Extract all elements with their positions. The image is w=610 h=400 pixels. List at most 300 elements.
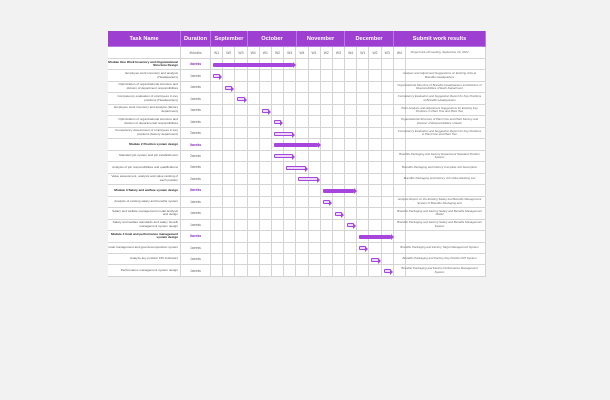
grid-cell: [248, 243, 260, 254]
grid-cell: [321, 231, 333, 242]
task-name: Analysis of existing salary and benefits system: [108, 197, 181, 208]
task-bar[interactable]: [262, 109, 269, 113]
grid-cell: [357, 162, 369, 173]
grid-cell: [309, 93, 321, 104]
grid-cell: [223, 139, 235, 150]
task-result: Organizational Structure of Plant One and Plant Factory and Division of Responsibilities of Each: [394, 116, 486, 127]
task-result: Brandtto Packaging and Factory Department Standard Position System: [394, 151, 486, 162]
week-label: W2: [321, 47, 333, 59]
task-duration: 1weeks: [181, 254, 211, 265]
task-result: Competency Evaluation and Suggestion Report for Key Positions at Brandtto Headquarters: [394, 93, 486, 104]
grid-cell: [223, 93, 235, 104]
grid-cell: [235, 254, 247, 265]
bar-arrow-icon: [365, 246, 368, 252]
grid-cell: [369, 162, 381, 173]
grid-cell: [235, 220, 247, 231]
grid-cell: [357, 93, 369, 104]
grid-cell: [296, 265, 308, 276]
grid-cell: [309, 59, 321, 70]
grid-cell: [223, 197, 235, 208]
grid-cell: [272, 265, 284, 276]
grid-cell: [223, 105, 235, 116]
header-duration: Duration: [181, 31, 211, 47]
grid-cell: [211, 243, 223, 254]
grid-cell: [321, 254, 333, 265]
grid-cell: [272, 208, 284, 219]
grid-cell: [369, 185, 381, 196]
week-label: W4: [296, 47, 308, 59]
grid-cell: [260, 151, 272, 162]
header-month-october: October: [248, 31, 297, 47]
grid-cell: [260, 139, 272, 150]
task-name: Performance management system design: [108, 265, 181, 276]
grid-cell: [369, 220, 381, 231]
grid-cell: [260, 70, 272, 81]
grid-cell: [284, 243, 296, 254]
task-bar[interactable]: [298, 177, 317, 181]
grid-cell: [333, 105, 345, 116]
grid-cell: [345, 93, 357, 104]
grid-cell: [345, 139, 357, 150]
week-label: W2: [272, 47, 284, 59]
grid-cell: [211, 208, 223, 219]
task-result: Brandtto Packaging and Factory Target Management System: [394, 243, 486, 254]
grid-cell: [248, 174, 260, 185]
grid-cell: [369, 151, 381, 162]
grid-cell: [248, 82, 260, 93]
grid-cell: [382, 128, 394, 139]
task-result: Competency Evaluation and Suggestion Report for Key Positions in Plant One and Plant Two: [394, 128, 486, 139]
grid-cell: [309, 231, 321, 242]
grid-cell: [382, 162, 394, 173]
grid-cell: [357, 116, 369, 127]
task-duration: 1weeks: [181, 70, 211, 81]
grid-cell: [248, 139, 260, 150]
grid-cell: [321, 59, 333, 70]
grid-cell: [382, 139, 394, 150]
grid-cell: [211, 128, 223, 139]
grid-cell: [260, 197, 272, 208]
module-name: Module 3 Salary and welfare system design: [108, 185, 181, 196]
summary-duration: 4Months: [181, 47, 211, 59]
grid-cell: [345, 105, 357, 116]
grid-cell: [284, 116, 296, 127]
bar-arrow-icon: [354, 188, 357, 194]
grid-cell: [284, 254, 296, 265]
grid-cell: [357, 70, 369, 81]
grid-cell: [369, 59, 381, 70]
grid-cell: [248, 70, 260, 81]
grid-cell: [296, 197, 308, 208]
task-duration: 3weeks: [181, 231, 211, 242]
task-bar[interactable]: [347, 223, 354, 227]
bar-arrow-icon: [378, 258, 381, 264]
grid-cell: [272, 185, 284, 196]
grid-cell: [272, 174, 284, 185]
grid-cell: [260, 185, 272, 196]
grid-cell: [382, 208, 394, 219]
grid-cell: [284, 197, 296, 208]
header-task-name: Task Name: [108, 31, 181, 47]
task-result: [394, 59, 486, 70]
grid-cell: [248, 185, 260, 196]
grid-cell: [369, 70, 381, 81]
grid-cell: [345, 243, 357, 254]
module-bar[interactable]: [323, 189, 355, 193]
grid-cell: [309, 105, 321, 116]
grid-cell: [211, 265, 223, 276]
task-name: Optimization of organizational structure and division of departmental responsibilities: [108, 116, 181, 127]
grid-cell: [284, 70, 296, 81]
grid-cell: [382, 70, 394, 81]
grid-cell: [223, 243, 235, 254]
grid-cell: [235, 128, 247, 139]
week-label: W1: [260, 47, 272, 59]
grid-cell: [260, 254, 272, 265]
grid-cell: [223, 208, 235, 219]
grid-cell: [235, 208, 247, 219]
grid-cell: [357, 197, 369, 208]
grid-cell: [357, 151, 369, 162]
bar-arrow-icon: [353, 223, 356, 229]
task-duration: 4weeks: [181, 59, 211, 70]
grid-cell: [211, 116, 223, 127]
week-label: W3: [333, 47, 345, 59]
task-duration: 1weeks: [181, 208, 211, 219]
grid-cell: [211, 174, 223, 185]
grid-cell: [321, 162, 333, 173]
grid-cell: [382, 82, 394, 93]
task-bar[interactable]: [274, 120, 281, 124]
grid-cell: [260, 128, 272, 139]
grid-cell: [309, 116, 321, 127]
grid-cell: [321, 139, 333, 150]
grid-cell: [369, 105, 381, 116]
grid-cell: [211, 162, 223, 173]
grid-cell: [235, 151, 247, 162]
grid-cell: [272, 220, 284, 231]
grid-cell: [333, 139, 345, 150]
task-duration: 2weeks: [181, 128, 211, 139]
bar-arrow-icon: [244, 97, 247, 103]
week-label: W3: [382, 47, 394, 59]
grid-cell: [260, 93, 272, 104]
grid-cell: [357, 208, 369, 219]
task-bar[interactable]: [237, 97, 244, 101]
task-duration: 1weeks: [181, 93, 211, 104]
grid-cell: [260, 231, 272, 242]
grid-cell: [235, 265, 247, 276]
task-result: Brandtto Packaging and Factory Complete Job Description: [394, 162, 486, 173]
grid-cell: [211, 185, 223, 196]
grid-cell: [260, 265, 272, 276]
grid-cell: [296, 128, 308, 139]
grid-cell: [296, 70, 308, 81]
week-label: W4: [345, 47, 357, 59]
task-duration: 3weeks: [181, 139, 211, 150]
grid-cell: [223, 254, 235, 265]
task-duration: 2weeks: [181, 162, 211, 173]
grid-cell: [345, 197, 357, 208]
task-name: Optimization of organizational structure and division of department responsibilities: [108, 82, 181, 93]
task-bar[interactable]: [213, 74, 220, 78]
task-name: Analysis of job responsibilities and qualifications: [108, 162, 181, 173]
week-row-task-blank: [108, 47, 181, 59]
grid-cell: [284, 231, 296, 242]
grid-cell: [321, 93, 333, 104]
grid-cell: [309, 185, 321, 196]
task-name: Standard job system and job establishment: [108, 151, 181, 162]
grid-cell: [284, 105, 296, 116]
task-bar[interactable]: [359, 246, 366, 250]
grid-cell: [223, 70, 235, 81]
task-result: Brandtto Packaging and Factory Salary and Benefits Management Model: [394, 208, 486, 219]
grid-cell: [309, 128, 321, 139]
task-bar[interactable]: [371, 258, 378, 262]
grid-cell: [309, 220, 321, 231]
grid-cell: [309, 243, 321, 254]
module-name: Module 4 Goal and performance management system design: [108, 231, 181, 242]
task-result: Brandtto Packaging and Factory Key Position KPI System: [394, 254, 486, 265]
grid-cell: [321, 82, 333, 93]
grid-cell: [235, 82, 247, 93]
task-bar[interactable]: [335, 212, 342, 216]
grid-cell: [369, 82, 381, 93]
grid-cell: [248, 197, 260, 208]
grid-cell: [345, 59, 357, 70]
grid-cell: [321, 70, 333, 81]
grid-cell: [345, 151, 357, 162]
bar-arrow-icon: [293, 62, 296, 68]
task-bar[interactable]: [274, 132, 293, 136]
grid-cell: [223, 128, 235, 139]
grid-cell: [321, 265, 333, 276]
header-month-november: November: [297, 31, 345, 47]
grid-cell: [272, 231, 284, 242]
grid-cell: [248, 93, 260, 104]
grid-cell: [235, 105, 247, 116]
grid-cell: [345, 116, 357, 127]
grid-cell: [260, 243, 272, 254]
grid-cell: [284, 174, 296, 185]
grid-cell: [369, 128, 381, 139]
task-duration: 1weeks: [181, 243, 211, 254]
grid-cell: [321, 116, 333, 127]
bar-arrow-icon: [280, 120, 283, 126]
task-duration: 1weeks: [181, 220, 211, 231]
grid-cell: [235, 197, 247, 208]
grid-cell: [333, 82, 345, 93]
week-label: W2: [223, 47, 235, 59]
grid-cell: [248, 162, 260, 173]
grid-cell: [296, 93, 308, 104]
grid-cell: [248, 208, 260, 219]
grid-cell: [296, 116, 308, 127]
task-bar[interactable]: [286, 166, 305, 170]
grid-cell: [333, 243, 345, 254]
grid-cell: [235, 162, 247, 173]
grid-cell: [260, 162, 272, 173]
task-bar[interactable]: [323, 200, 330, 204]
task-duration: 2weeks: [181, 151, 211, 162]
module-bar[interactable]: [274, 143, 318, 147]
grid-cell: [369, 243, 381, 254]
grid-cell: [382, 197, 394, 208]
task-name: Goal management and goal decomposition system: [108, 243, 181, 254]
grid-cell: [333, 220, 345, 231]
grid-cell: [223, 162, 235, 173]
grid-cell: [284, 93, 296, 104]
grid-cell: [235, 116, 247, 127]
task-name: Salary and welfare standards and salary benefit management system design: [108, 220, 181, 231]
grid-cell: [309, 70, 321, 81]
header-month-september: September: [211, 31, 248, 47]
grid-cell: [272, 82, 284, 93]
grid-cell: [382, 174, 394, 185]
grid-cell: [235, 185, 247, 196]
task-duration: 1weeks: [181, 82, 211, 93]
grid-cell: [345, 231, 357, 242]
task-bar[interactable]: [225, 86, 232, 90]
task-duration: 3weeks: [181, 185, 211, 196]
grid-cell: [369, 93, 381, 104]
grid-cell: [296, 59, 308, 70]
grid-cell: [223, 220, 235, 231]
grid-cell: [382, 185, 394, 196]
gantt-chart: [108, 31, 486, 277]
grid-cell: [296, 82, 308, 93]
task-result: Analysis and Adjustment Suggestions on Existing Jobs at Brandtto Headquarters: [394, 70, 486, 81]
grid-cell: [284, 265, 296, 276]
grid-cell: [235, 174, 247, 185]
grid-cell: [333, 162, 345, 173]
grid-cell: [248, 128, 260, 139]
grid-cell: [272, 243, 284, 254]
task-result: [394, 139, 486, 150]
grid-cell: [321, 243, 333, 254]
grid-cell: [333, 197, 345, 208]
task-result: Brandtto Packaging and Factory Salary and Benefits Management System: [394, 220, 486, 231]
grid-cell: [309, 162, 321, 173]
grid-cell: [260, 220, 272, 231]
bar-arrow-icon: [390, 269, 393, 275]
grid-cell: [382, 151, 394, 162]
grid-cell: [296, 243, 308, 254]
grid-cell: [296, 105, 308, 116]
grid-cell: [272, 93, 284, 104]
task-duration: 2weeks: [181, 174, 211, 185]
grid-cell: [248, 151, 260, 162]
grid-cell: [369, 139, 381, 150]
week-label: W2: [369, 47, 381, 59]
task-name: Employee work inventory and analysis (Headquarters): [108, 70, 181, 81]
grid-cell: [272, 197, 284, 208]
grid-cell: [357, 82, 369, 93]
grid-cell: [369, 174, 381, 185]
task-name: Value assessment, analysis and value ranking of each position: [108, 174, 181, 185]
grid-cell: [382, 254, 394, 265]
grid-cell: [333, 116, 345, 127]
bar-arrow-icon: [231, 86, 234, 92]
grid-cell: [357, 265, 369, 276]
grid-cell: [345, 128, 357, 139]
grid-cell: [309, 254, 321, 265]
grid-cell: [357, 59, 369, 70]
bar-arrow-icon: [292, 132, 295, 138]
grid-cell: [284, 208, 296, 219]
grid-cell: [260, 82, 272, 93]
grid-cell: [296, 254, 308, 265]
module-bar[interactable]: [359, 235, 391, 239]
grid-cell: [260, 174, 272, 185]
week-label: W1: [357, 47, 369, 59]
grid-cell: [296, 208, 308, 219]
module-bar[interactable]: [213, 63, 293, 67]
grid-cell: [284, 82, 296, 93]
grid-cell: [309, 151, 321, 162]
grid-cell: [309, 265, 321, 276]
bar-arrow-icon: [305, 166, 308, 172]
grid-cell: [382, 243, 394, 254]
grid-cell: [248, 231, 260, 242]
grid-cell: [357, 174, 369, 185]
grid-cell: [345, 174, 357, 185]
task-result: [394, 231, 486, 242]
grid-cell: [333, 93, 345, 104]
grid-cell: [272, 162, 284, 173]
grid-cell: [248, 220, 260, 231]
grid-cell: [272, 105, 284, 116]
bar-arrow-icon: [318, 142, 321, 148]
grid-cell: [211, 139, 223, 150]
grid-cell: [345, 70, 357, 81]
grid-cell: [345, 162, 357, 173]
grid-cell: [357, 105, 369, 116]
task-bar[interactable]: [384, 269, 391, 273]
grid-cell: [357, 128, 369, 139]
summary-result: Project kick-off meeting, September 10, 2022: [394, 47, 486, 59]
task-result: Organizational Structure of Brandtto Headquarters and Division of Responsibilities of Each Department: [394, 82, 486, 93]
grid-cell: [235, 70, 247, 81]
task-result: Analysis Report on the Existing Salary and Benefits Management System of Brandtto Packaging and: [394, 197, 486, 208]
grid-cell: [369, 208, 381, 219]
grid-cell: [345, 208, 357, 219]
grid-cell: [357, 139, 369, 150]
task-bar[interactable]: [274, 154, 293, 158]
bar-arrow-icon: [341, 212, 344, 218]
grid-cell: [345, 254, 357, 265]
grid-cell: [369, 265, 381, 276]
week-label: W4: [248, 47, 260, 59]
grid-cell: [369, 197, 381, 208]
bar-arrow-icon: [317, 177, 320, 183]
grid-cell: [211, 82, 223, 93]
task-result: [394, 185, 486, 196]
grid-cell: [333, 254, 345, 265]
grid-cell: [211, 197, 223, 208]
grid-cell: [296, 151, 308, 162]
grid-cell: [296, 185, 308, 196]
grid-cell: [211, 105, 223, 116]
grid-cell: [369, 116, 381, 127]
week-label: W3: [235, 47, 247, 59]
grid-cell: [223, 231, 235, 242]
grid-cell: [382, 116, 394, 127]
grid-cell: [321, 105, 333, 116]
grid-cell: [272, 70, 284, 81]
grid-cell: [284, 185, 296, 196]
module-name: Module 2 Position system design: [108, 139, 181, 150]
